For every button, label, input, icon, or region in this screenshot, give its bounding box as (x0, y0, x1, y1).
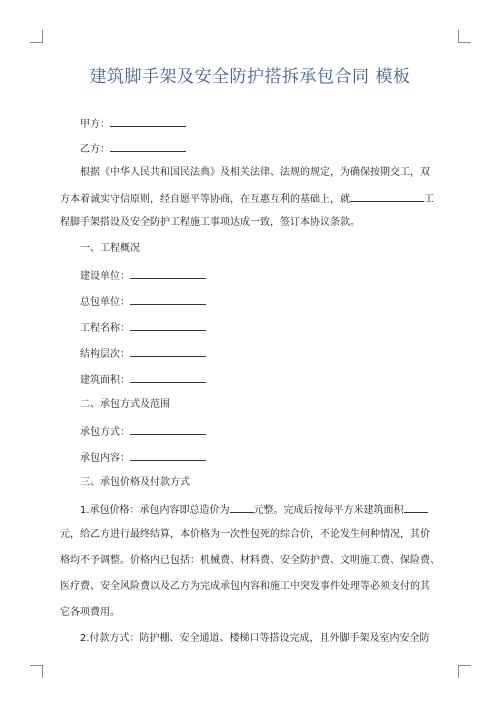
field-project-name (80, 320, 440, 336)
field-label: 承包内容： (80, 453, 130, 464)
field-blank[interactable] (130, 424, 206, 435)
intro-line-2-text: 方本着诚实守信原则，经自愿平等协商，在互惠互利的基础上，就 (60, 194, 350, 205)
project-name-blank[interactable] (350, 191, 424, 202)
price-line-1-text-2: 元整。完成后按每平方米建筑面积 (253, 505, 404, 516)
field-label: 工程名称： (80, 323, 130, 334)
intro-line-3: 程脚手架搭设及安全防护工程施工事项达成一致，签订本协议条款。 (60, 217, 360, 228)
field-contract-method (80, 424, 440, 440)
section-1-heading: 一、工程概况 (80, 243, 140, 254)
field-structure-levels (80, 346, 440, 362)
price-line-2: 元，给乙方进行最终结算，本价格为一次性包死的综合价，不论发生何种情况，其价 (60, 529, 430, 540)
payment-line-1: 2.付款方式：防护棚、安全通道、楼梯口等搭设完成，且外脚手架及室内安全防 (80, 633, 430, 644)
crop-mark-top-left (30, 30, 43, 43)
price-line-3: 格均不予调整。价格内已包括：机械费、材料费、安全防护费、文明施工费、保险费、 (60, 555, 440, 566)
party-a-blank[interactable] (110, 116, 186, 127)
field-label: 总包单位： (80, 297, 130, 308)
field-label: 建筑面积： (80, 375, 130, 386)
crop-mark-top-right (458, 30, 471, 43)
field-blank[interactable] (130, 372, 206, 383)
field-building-area (80, 372, 440, 388)
field-label: 结构层次： (80, 349, 130, 360)
intro-line-2 (60, 191, 440, 207)
field-blank[interactable] (130, 320, 206, 331)
party-a-line (80, 116, 440, 132)
crop-mark-bottom-left (30, 665, 43, 678)
total-price-blank[interactable] (230, 502, 254, 513)
party-a-label: 甲方： (80, 119, 110, 130)
field-general-contractor (80, 294, 440, 310)
price-line-1 (80, 502, 440, 518)
section-2-heading: 二、承包方式及范围 (80, 399, 170, 410)
party-b-line (80, 141, 440, 157)
intro-line-1: 根据《中华人民共和国民法典》及相关法律、法规的规定，为确保按期交工，双 (80, 167, 430, 178)
field-blank[interactable] (130, 346, 206, 357)
price-line-4: 医疗费、安全风险费以及乙方为完成承包内容和施工中突发事件处理等必须支付的其 (60, 581, 430, 592)
party-b-label: 乙方： (80, 144, 110, 155)
price-line-5: 它各项费用。 (60, 607, 120, 618)
crop-mark-bottom-right (458, 665, 471, 678)
document-title: 建筑脚手架及安全防护搭拆承包合同 模板 (89, 67, 411, 87)
price-line-1-text: 1.承包价格：承包内容即总造价为 (80, 505, 230, 516)
field-label: 建设单位： (80, 271, 130, 282)
field-blank[interactable] (130, 268, 206, 279)
intro-line-2-end: 工 (424, 194, 434, 205)
field-blank[interactable] (130, 294, 206, 305)
section-3-heading: 三、承包价格及付款方式 (80, 477, 190, 488)
field-construction-unit (80, 268, 440, 284)
area-price-blank[interactable] (404, 502, 428, 513)
field-contract-content (80, 450, 440, 466)
field-label: 承包方式： (80, 427, 130, 438)
field-blank[interactable] (130, 450, 206, 461)
party-b-blank[interactable] (110, 141, 186, 152)
